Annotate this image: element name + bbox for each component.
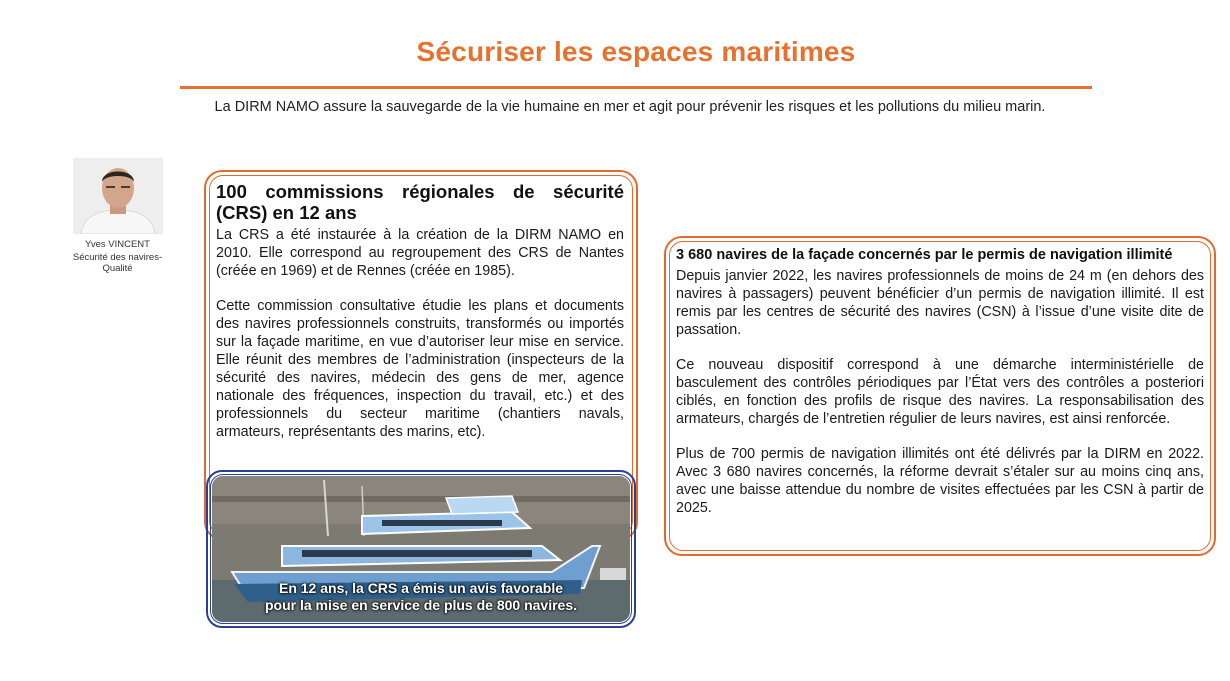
caption-line-2: pour la mise en service de plus de 800 navires. xyxy=(264,597,578,613)
person-role: Sécurité des navires-Qualité xyxy=(72,252,163,274)
title-underline xyxy=(180,86,1092,89)
permit-card-heading: 3 680 navires de la façade concernés par le permis de navigation illimité xyxy=(676,247,1173,263)
contact-person xyxy=(60,158,175,274)
page-title: Sécuriser les espaces maritimes xyxy=(416,36,856,67)
permit-paragraph-2: Ce nouveau dispositif correspond à une démarche interministérielle de basculement des contrôles périodiques par l’État vers des contrôles a posteriori ciblés, en fonction des profils de risque des navires. La responsabilisation des armateurs, chargés de l’entretien régulier de leurs navires, est ainsi renforcée. xyxy=(676,357,1204,427)
photo-caption xyxy=(212,580,630,614)
permit-card-body xyxy=(676,267,1204,517)
permit-paragraph-3: Plus de 700 permis de navigation illimités ont été délivrés par la DIRM en 2022. Avec 3 680 navires concernés, la réforme devrait s’étaler sur au moins cinq ans, avec une baisse attendue du nombre de visites effectuées par les CSN à partir de 2025. xyxy=(676,446,1204,516)
crs-paragraph-2: Cette commission consultative étudie les plans et documents des navires professionnels construits, transformés ou importés sur la façade maritime, en vue d’autoriser leur mise en service. Elle réunit des membres de l’administration (inspecteurs de la sécurité des navires, médecin des gens de mer, agence nationale des fréquences, inspection du travail, etc.) et des professionnels du secteur maritime (chantiers navals, armateurs, représentants des marins, etc). xyxy=(216,298,624,440)
person-name: Yves VINCENT xyxy=(85,239,150,250)
crs-card-heading: 100 commissions régionales de sécurité (CRS) en 12 ans xyxy=(216,181,624,223)
crs-card-body xyxy=(216,226,624,441)
crs-paragraph-1: La CRS a été instaurée à la création de la DIRM NAMO en 2010. Elle correspond au regroupement des CRS de Nantes (créée en 1969) et de Rennes (créée en 1985). xyxy=(216,227,624,279)
caption-line-1: En 12 ans, la CRS a émis un avis favorable xyxy=(278,580,563,596)
boat-photo-card xyxy=(206,470,636,628)
page-subtitle: La DIRM NAMO assure la sauvegarde de la vie humaine en mer et agit pour prévenir les risques et les pollutions du milieu marin. xyxy=(214,99,1046,115)
permit-paragraph-1: Depuis janvier 2022, les navires professionnels de moins de 24 m (en dehors des navires à passagers) peuvent bénéficier d’un permis de navigation illimité. Il est remis par les centres de sécurité des navires (CSN) à l’issue d’une visite dite de passation. xyxy=(676,268,1204,338)
portrait-photo xyxy=(73,158,163,234)
permit-info-card xyxy=(664,236,1216,556)
boat-photo xyxy=(212,476,630,622)
